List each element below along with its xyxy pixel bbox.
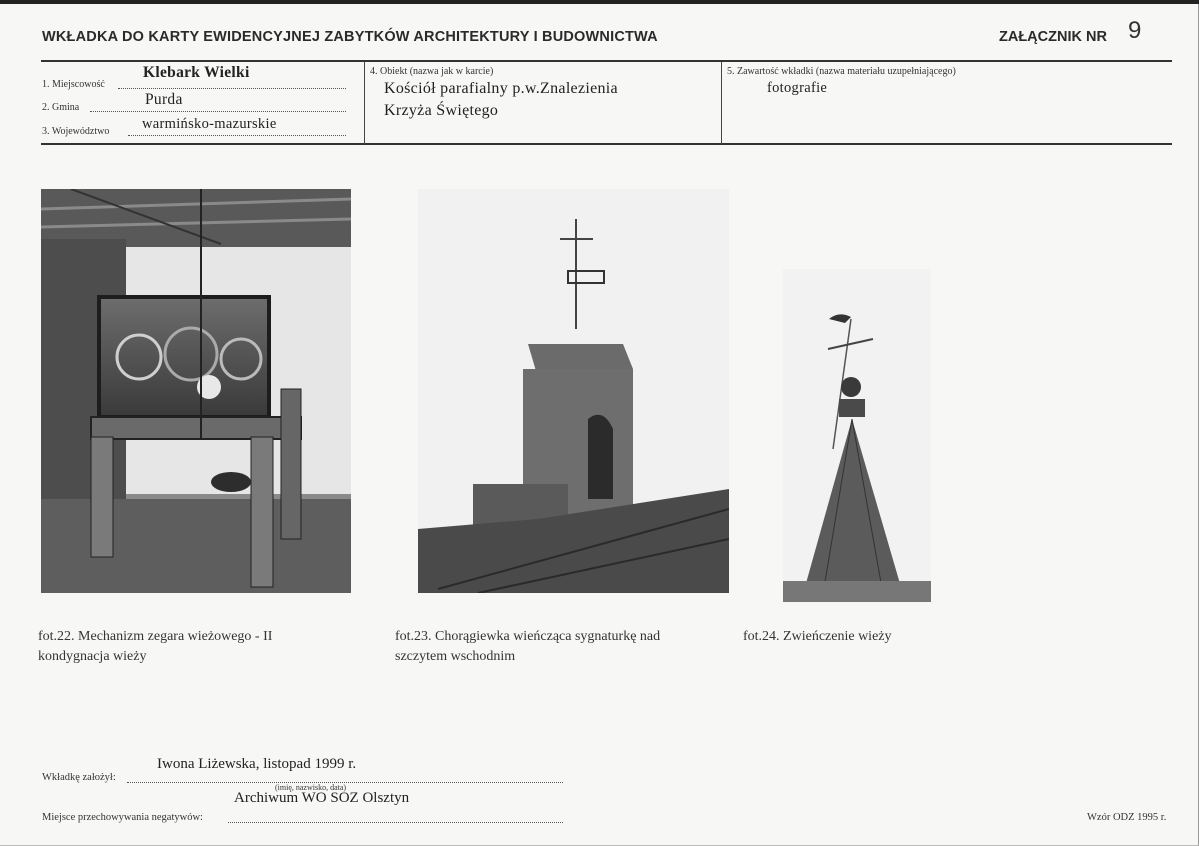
header-top-rule bbox=[41, 60, 1172, 62]
annex-number: 9 bbox=[1128, 17, 1142, 44]
miejscowosc-label: 1. Miejscowość bbox=[42, 79, 105, 90]
turret-vane-image bbox=[418, 189, 729, 593]
photo-clock-mechanism bbox=[41, 189, 351, 593]
annex-label: ZAŁĄCZNIK NR bbox=[999, 29, 1107, 45]
caption-23-line1: fot.23. Chorągiewka wieńcząca sygnaturkę nad bbox=[395, 629, 661, 644]
caption-photo-23 bbox=[395, 627, 660, 667]
contents-label: 5. Zawartość wkładki (nazwa materiału uzupełniającego) bbox=[727, 66, 956, 77]
spire-image bbox=[783, 269, 931, 602]
gmina-dots bbox=[90, 111, 346, 112]
author-hint: (imię, nazwisko, data) bbox=[275, 783, 347, 792]
author-value: Iwona Liżewska, listopad 1999 r. bbox=[157, 756, 357, 772]
caption-23-line2: szczytem wschodnim bbox=[395, 649, 516, 664]
gmina-label: 2. Gmina bbox=[42, 102, 80, 113]
photo-tower-spire bbox=[783, 269, 931, 602]
header-bottom-rule bbox=[41, 143, 1172, 145]
gmina-value: Purda bbox=[145, 91, 183, 108]
author-label: Wkładkę założył: bbox=[42, 772, 116, 783]
contents-value: fotografie bbox=[767, 80, 828, 96]
caption-photo-22 bbox=[38, 627, 272, 667]
top-border bbox=[0, 0, 1199, 4]
clock-mechanism-image bbox=[41, 189, 351, 593]
miejscowosc-dots bbox=[118, 88, 346, 89]
caption-22-line2: kondygnacja wieży bbox=[38, 649, 147, 664]
document-title: WKŁADKA DO KARTY EWIDENCYJNEJ ZABYTKÓW ARCHITEKTURY I BUDOWNICTWA bbox=[42, 29, 658, 45]
caption-22-line1: fot.22. Mechanizm zegara wieżowego - II bbox=[38, 629, 273, 644]
photo-weather-vane-turret bbox=[418, 189, 729, 593]
caption-24-line1: fot.24. Zwieńczenie wieży bbox=[743, 629, 892, 644]
caption-photo-24 bbox=[743, 627, 892, 647]
column-divider-1 bbox=[364, 62, 365, 144]
miejscowosc-value: Klebark Wielki bbox=[143, 64, 250, 81]
object-value-line2: Krzyża Świętego bbox=[384, 102, 499, 119]
object-value-line1: Kościół parafialny p.w.Znalezienia bbox=[384, 80, 618, 97]
archive-dots bbox=[228, 822, 563, 823]
wojewodztwo-value: warmińsko-mazurskie bbox=[142, 116, 277, 132]
wojewodztwo-label: 3. Województwo bbox=[42, 126, 110, 137]
object-label: 4. Obiekt (nazwa jak w karcie) bbox=[370, 66, 494, 77]
column-divider-2 bbox=[721, 62, 722, 144]
form-version: Wzór ODZ 1995 r. bbox=[1087, 812, 1167, 823]
wojewodztwo-dots bbox=[128, 135, 346, 136]
archive-label: Miejsce przechowywania negatywów: bbox=[42, 812, 203, 823]
archive-value: Archiwum WO SOZ Olsztyn bbox=[234, 790, 410, 806]
